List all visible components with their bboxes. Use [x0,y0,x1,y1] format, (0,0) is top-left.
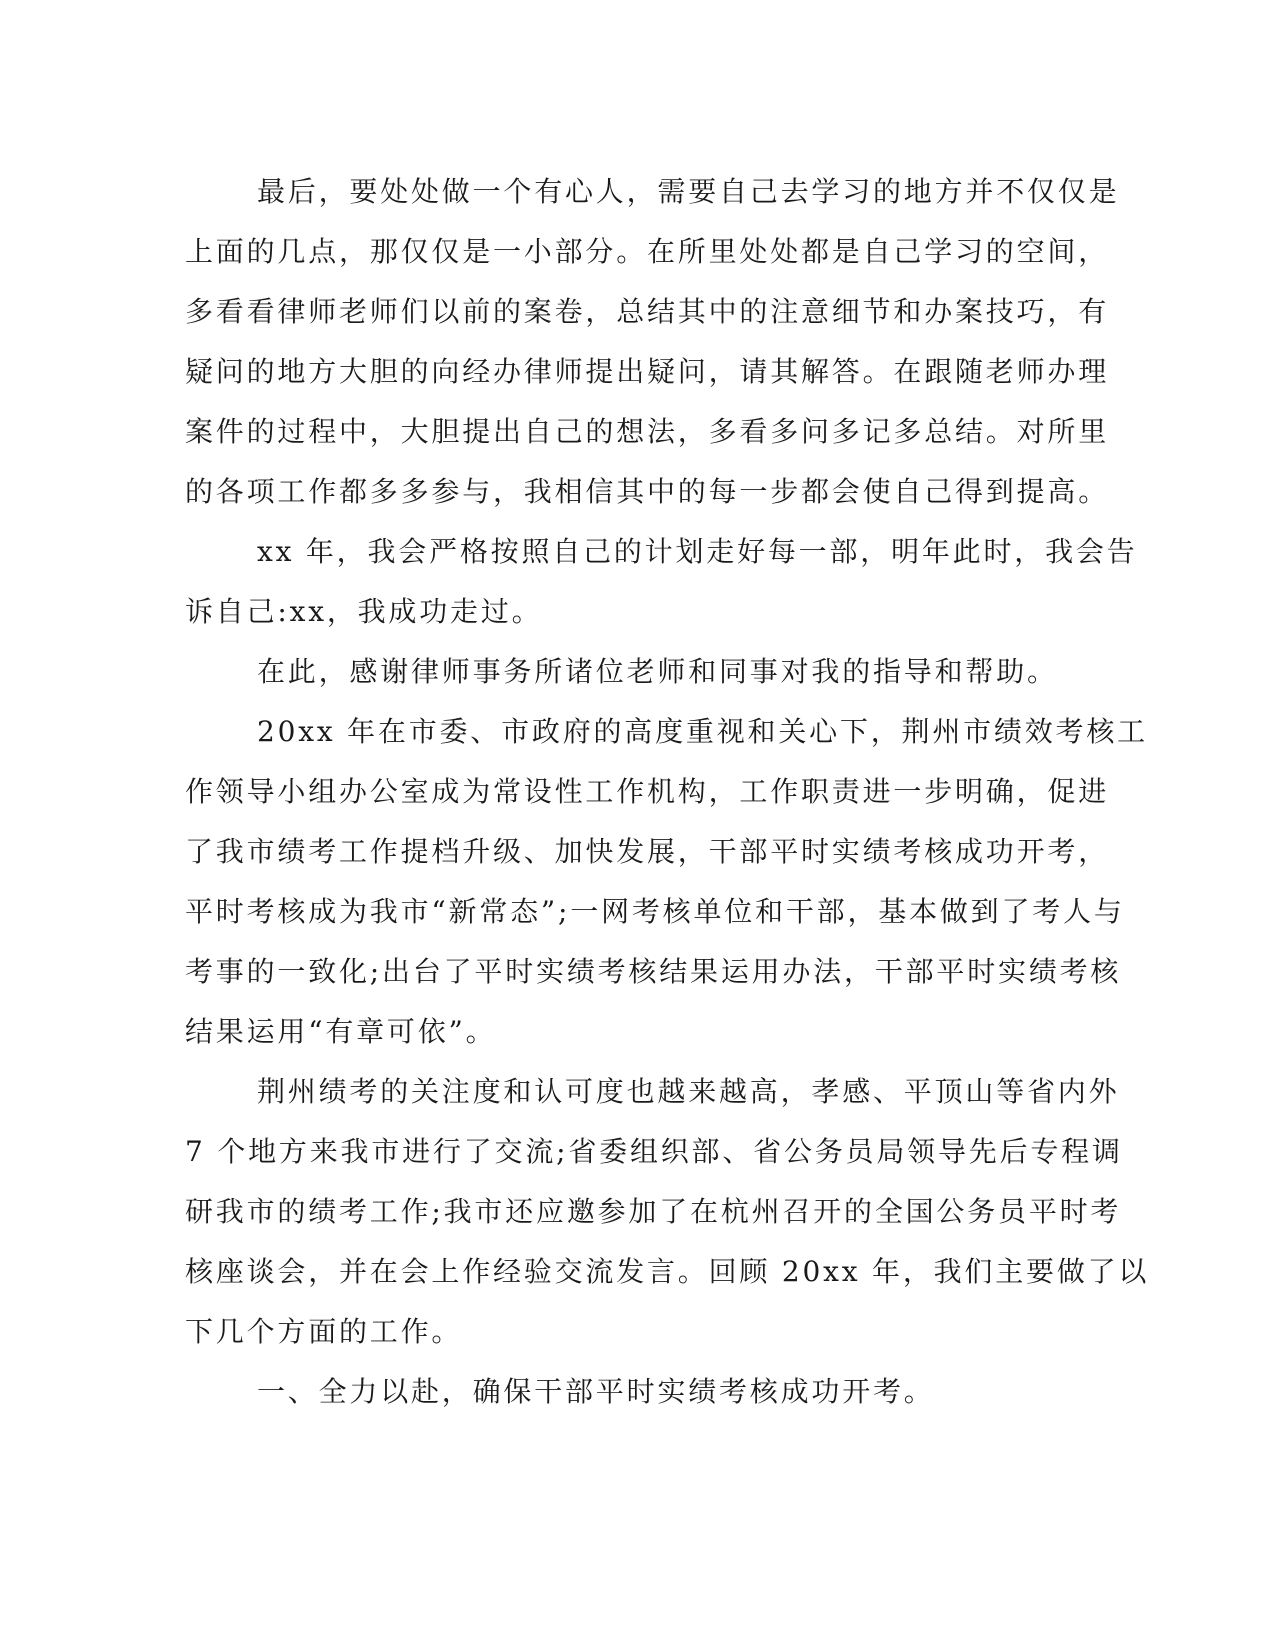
text-line: 平时考核成为我市“新常态”;一网考核单位和干部，基本做到了考人与 [185,895,1125,928]
body-text [185,162,1150,1422]
text-line: xx 年，我会严格按照自己的计划走好每一部，明年此时，我会告 [257,535,1138,568]
text-line: 20xx 年在市委、市政府的高度重视和关心下，荆州市绩效考核工 [257,715,1148,748]
text-line: 案件的过程中，大胆提出自己的想法，多看多问多记多总结。对所里 [185,415,1110,448]
text-line: 了我市绩考工作提档升级、加快发展，干部平时实绩考核成功开考， [185,835,1110,868]
text-line: 的各项工作都多多参与，我相信其中的每一步都会使自己得到提高。 [185,475,1110,508]
text-line: 核座谈会，并在会上作经验交流发言。回顾 20xx 年，我们主要做了以 [185,1255,1150,1288]
text-line: 结果运用“有章可依”。 [185,1015,497,1048]
text-line: 作领导小组办公室成为常设性工作机构，工作职责进一步明确，促进 [185,775,1110,808]
text-line: 荆州绩考的关注度和认可度也越来越高，孝感、平顶山等省内外 [257,1075,1120,1108]
text-line: 在此，感谢律师事务所诸位老师和同事对我的指导和帮助。 [257,655,1058,688]
text-line: 7 个地方来我市进行了交流;省委组织部、省公务员局领导先后专程调 [185,1135,1123,1168]
text-line: 下几个方面的工作。 [185,1315,463,1348]
text-line: 一、全力以赴，确保干部平时实绩考核成功开考。 [257,1375,935,1408]
text-line: 考事的一致化;出台了平时实绩考核结果运用办法，干部平时实绩考核 [185,955,1122,988]
text-line: 诉自己:xx，我成功走过。 [185,595,543,628]
text-line: 上面的几点，那仅仅是一小部分。在所里处处都是自己学习的空间， [185,235,1110,268]
text-line: 疑问的地方大胆的向经办律师提出疑问，请其解答。在跟随老师办理 [185,355,1110,388]
text-line: 研我市的绩考工作;我市还应邀参加了在杭州召开的全国公务员平时考 [185,1195,1122,1228]
text-line: 最后，要处处做一个有心人，需要自己去学习的地方并不仅仅是 [257,175,1120,208]
text-line: 多看看律师老师们以前的案卷，总结其中的注意细节和办案技巧，有 [185,295,1110,328]
